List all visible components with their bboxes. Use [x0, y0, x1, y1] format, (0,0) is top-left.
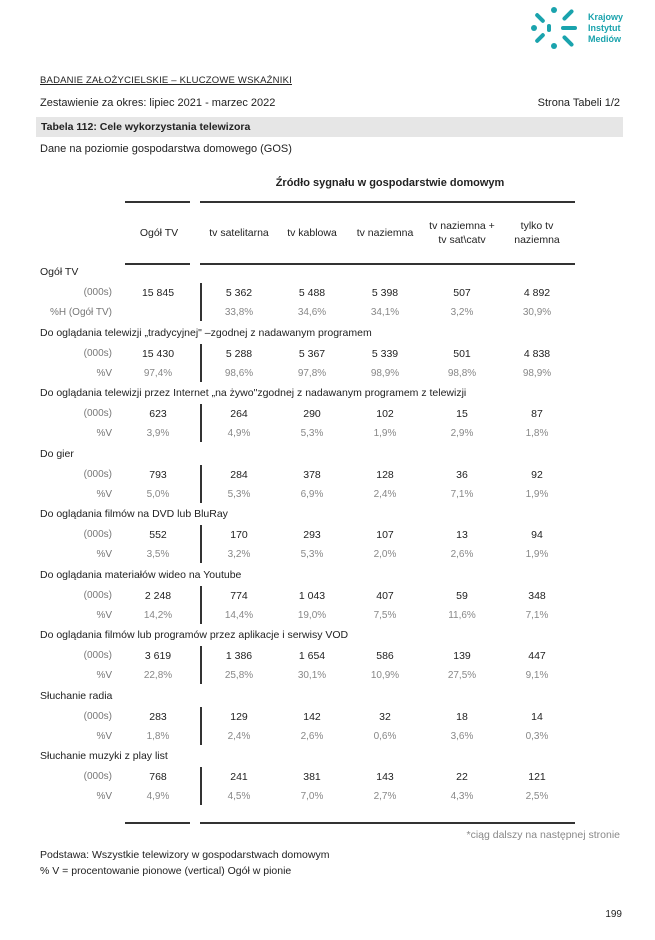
row-label: (000s) [83, 408, 112, 419]
table-cell: 13 [456, 529, 468, 541]
table-cell: 241 [230, 771, 248, 783]
table-cell: 264 [230, 408, 248, 420]
table-cell: 793 [149, 468, 167, 481]
table-cell: 5,3% [300, 428, 324, 439]
table-cell: 4,3% [450, 791, 474, 802]
table-cell: 4,9% [227, 428, 251, 439]
section-label: Do oglądania filmów na DVD lub BluRay [40, 508, 228, 520]
column-header-cable: tv kablowa [287, 227, 337, 239]
table-cell: 552 [149, 529, 167, 541]
header-bottom-rule [200, 263, 575, 265]
row-label: (000s) [83, 287, 112, 298]
table-cell: 1,9% [373, 428, 397, 439]
section-label: Do oglądania filmów lub programów przez aplikacje i serwisy VOD [40, 629, 349, 641]
report-title: BADANIE ZAŁOŻYCIELSKIE – KLUCZOWE WSKAŹNIKI [40, 75, 292, 86]
table-cell: 143 [376, 771, 394, 783]
table-cell: 2,5% [525, 791, 549, 802]
percent-legend: % V = procentowanie pionowe (vertical) Ogół w pionie [40, 865, 292, 877]
column-header-terrestrial-only: tylko tv naziemna [514, 220, 560, 246]
table-cell: 170 [230, 529, 248, 541]
table-page-reference: Strona Tabeli 1/2 [537, 97, 620, 109]
table-cell: 2,4% [227, 730, 251, 742]
logo-text [588, 12, 638, 45]
continued-note: *ciąg dalszy na następnej stronie [466, 829, 620, 841]
table-cell: 3,2% [227, 549, 251, 560]
row-label: (000s) [83, 589, 112, 601]
table-cell: 14 [531, 710, 543, 723]
table-cell: 586 [376, 650, 394, 662]
table-cell: 9,1% [525, 670, 549, 681]
table-cell: 30,9% [522, 307, 552, 318]
table-cell: 2,7% [373, 791, 397, 802]
table-cell: 33,8% [224, 307, 254, 318]
row-label: %V [96, 609, 112, 621]
kim-logo-icon [528, 4, 580, 52]
section-label: Słuchanie muzyki z play list [40, 750, 168, 762]
table-cell: 623 [149, 408, 167, 420]
section-label: Do gier [40, 447, 74, 460]
table-cell: 14,4% [224, 609, 254, 621]
table-cell: 2,9% [450, 428, 474, 439]
table-cell: 97,4% [143, 367, 173, 379]
table-cell: 129 [230, 710, 248, 723]
header-bottom-rule-total [125, 263, 190, 265]
table-cell: 5 398 [371, 287, 399, 299]
table-cell: 407 [376, 589, 394, 602]
table-cell: 4,9% [146, 791, 170, 802]
row-label: %V [96, 791, 112, 802]
row-label: (000s) [83, 347, 112, 359]
table-cell: 768 [149, 771, 167, 783]
table-cell: 142 [303, 710, 321, 723]
page-number: 199 [605, 909, 622, 920]
column-header-terrestrial: tv naziemna [356, 227, 414, 239]
table-cell: 501 [453, 347, 471, 360]
table-cell: 3,9% [146, 428, 170, 439]
table-cell: 290 [303, 408, 321, 420]
table-cell: 34,1% [370, 307, 400, 318]
table-cell: 98,9% [522, 367, 552, 379]
table-cell: 284 [230, 468, 248, 481]
table-cell: 139 [453, 650, 471, 662]
table-cell: 3,2% [450, 307, 474, 318]
table-cell: 2,4% [373, 488, 397, 500]
table-cell: 4 892 [523, 287, 551, 299]
table-cell: 348 [528, 589, 546, 602]
table-cell: 2 248 [144, 589, 172, 602]
table-cell: 128 [376, 468, 394, 481]
table-cell: 10,9% [370, 670, 400, 681]
row-label: %V [96, 488, 112, 500]
table-cell: 98,6% [224, 367, 254, 379]
table-cell: 3,6% [450, 730, 474, 742]
table-cell: 5,0% [146, 488, 170, 500]
table-cell: 507 [453, 287, 471, 299]
row-label: %V [96, 428, 112, 439]
table-cell: 18 [456, 710, 468, 723]
table-cell: 447 [528, 650, 546, 662]
row-label: %V [96, 730, 112, 742]
table-cell: 27,5% [447, 670, 477, 681]
column-header-total: Ogół TV [139, 227, 179, 239]
table-cell: 1 386 [225, 650, 253, 662]
table-cell: 59 [456, 589, 468, 602]
table-cell: 25,8% [224, 670, 254, 681]
logo-line: Krajowy [588, 12, 624, 22]
signal-source-group-header: Źródło sygnału w gospodarstwie domowym [275, 177, 505, 189]
table-cell: 4 838 [523, 347, 551, 360]
table-cell: 92 [531, 468, 543, 481]
table-cell: 7,1% [525, 609, 549, 621]
table-cell: 22,8% [143, 670, 173, 681]
table-cell: 1,9% [525, 488, 549, 500]
table-cell: 5 339 [371, 347, 399, 360]
table-cell: 15 430 [141, 347, 175, 360]
row-label: %H (Ogół TV) [49, 307, 112, 318]
section-label: Ogół TV [40, 266, 79, 278]
table-cell: 14,2% [143, 609, 173, 621]
table-cell: 7,1% [450, 488, 474, 500]
column-header-terrestrial-plus-sat: tv naziemna + tv sat\catv [429, 220, 495, 246]
table-cell: 4,5% [227, 791, 251, 802]
table-cell: 1,8% [146, 730, 170, 742]
row-label: (000s) [83, 529, 112, 540]
table-subtitle: Dane na poziomie gospodarstwa domowego (GOS) [40, 143, 292, 155]
row-label: (000s) [83, 468, 112, 480]
section-label: Słuchanie radia [40, 689, 113, 702]
table-cell: 378 [303, 468, 321, 481]
table-cell: 381 [303, 771, 321, 783]
table-cell: 0,6% [373, 730, 397, 742]
table-cell: 7,5% [373, 609, 397, 621]
table-cell: 5,3% [227, 488, 251, 500]
table-cell: 22 [456, 771, 468, 783]
table-cell: 283 [149, 710, 167, 723]
table-cell: 7,0% [300, 791, 324, 802]
table-cell: 87 [531, 408, 543, 420]
table-title-bar [36, 117, 623, 137]
row-label: %V [96, 670, 112, 681]
table-cell: 15 [456, 408, 468, 420]
table-cell: 3 619 [144, 650, 172, 662]
table-cell: 36 [456, 468, 468, 481]
table-cell: 5 362 [225, 287, 253, 299]
group-header-rule [200, 201, 575, 203]
table-cell: 19,0% [297, 609, 327, 621]
table-cell: 1,9% [525, 549, 549, 560]
table-bottom-rule [200, 822, 575, 824]
row-label: (000s) [83, 771, 112, 782]
table-title: Tabela 112: Cele wykorzystania telewizora [41, 121, 251, 133]
table-cell: 5 367 [298, 347, 326, 360]
table-cell: 774 [230, 589, 248, 602]
table-cell: 15 845 [141, 287, 175, 299]
total-header-rule-top [125, 201, 190, 203]
table-cell: 293 [303, 529, 321, 541]
logo-line: Mediów [588, 34, 621, 44]
table-cell: 2,0% [373, 549, 397, 560]
logo-line: Instytut [588, 23, 621, 33]
row-label: %V [96, 549, 112, 560]
table-cell: 5 288 [225, 347, 253, 360]
table-cell: 5 488 [298, 287, 326, 299]
table-cell: 32 [379, 710, 391, 723]
table-cell: 98,8% [447, 367, 477, 379]
table-cell: 0,3% [525, 730, 549, 742]
column-header-satellite: tv satelitarna [209, 227, 269, 239]
row-label: (000s) [83, 650, 112, 661]
table-cell: 1 043 [298, 589, 326, 602]
table-cell: 107 [376, 529, 394, 541]
table-cell: 98,9% [370, 367, 400, 379]
table-cell: 11,6% [448, 609, 476, 621]
table-bottom-rule-total [125, 822, 190, 824]
row-label: %V [96, 367, 112, 379]
report-period: Zestawienie za okres: lipiec 2021 - marzec 2022 [40, 97, 276, 109]
kim-logo [528, 4, 638, 52]
section-label: Do oglądania telewizji przez Internet „na żywo"zgodnej z nadawanym programem z telewizji [40, 387, 467, 399]
table-cell: 3,5% [146, 549, 170, 560]
table-cell: 97,8% [297, 367, 327, 379]
row-label: (000s) [83, 710, 112, 722]
table-cell: 121 [528, 771, 546, 783]
table-cell: 30,1% [297, 670, 327, 681]
table-cell: 6,9% [300, 488, 324, 500]
section-label: Do oglądania telewizji „tradycyjnej" –zgodnej z nadawanym programem [40, 326, 372, 339]
table-cell: 34,6% [297, 307, 327, 318]
table-cell: 1,8% [525, 428, 549, 439]
basis-note: Podstawa: Wszystkie telewizory w gospodarstwach domowym [40, 849, 330, 861]
table-cell: 102 [376, 408, 394, 420]
table-cell: 2,6% [450, 549, 474, 560]
table-cell: 94 [531, 529, 543, 541]
table-cell: 5,3% [300, 549, 324, 560]
section-label: Do oglądania materiałów wideo na Youtube [40, 568, 242, 581]
table-cell: 1 654 [298, 650, 326, 662]
table-cell: 2,6% [300, 730, 324, 742]
